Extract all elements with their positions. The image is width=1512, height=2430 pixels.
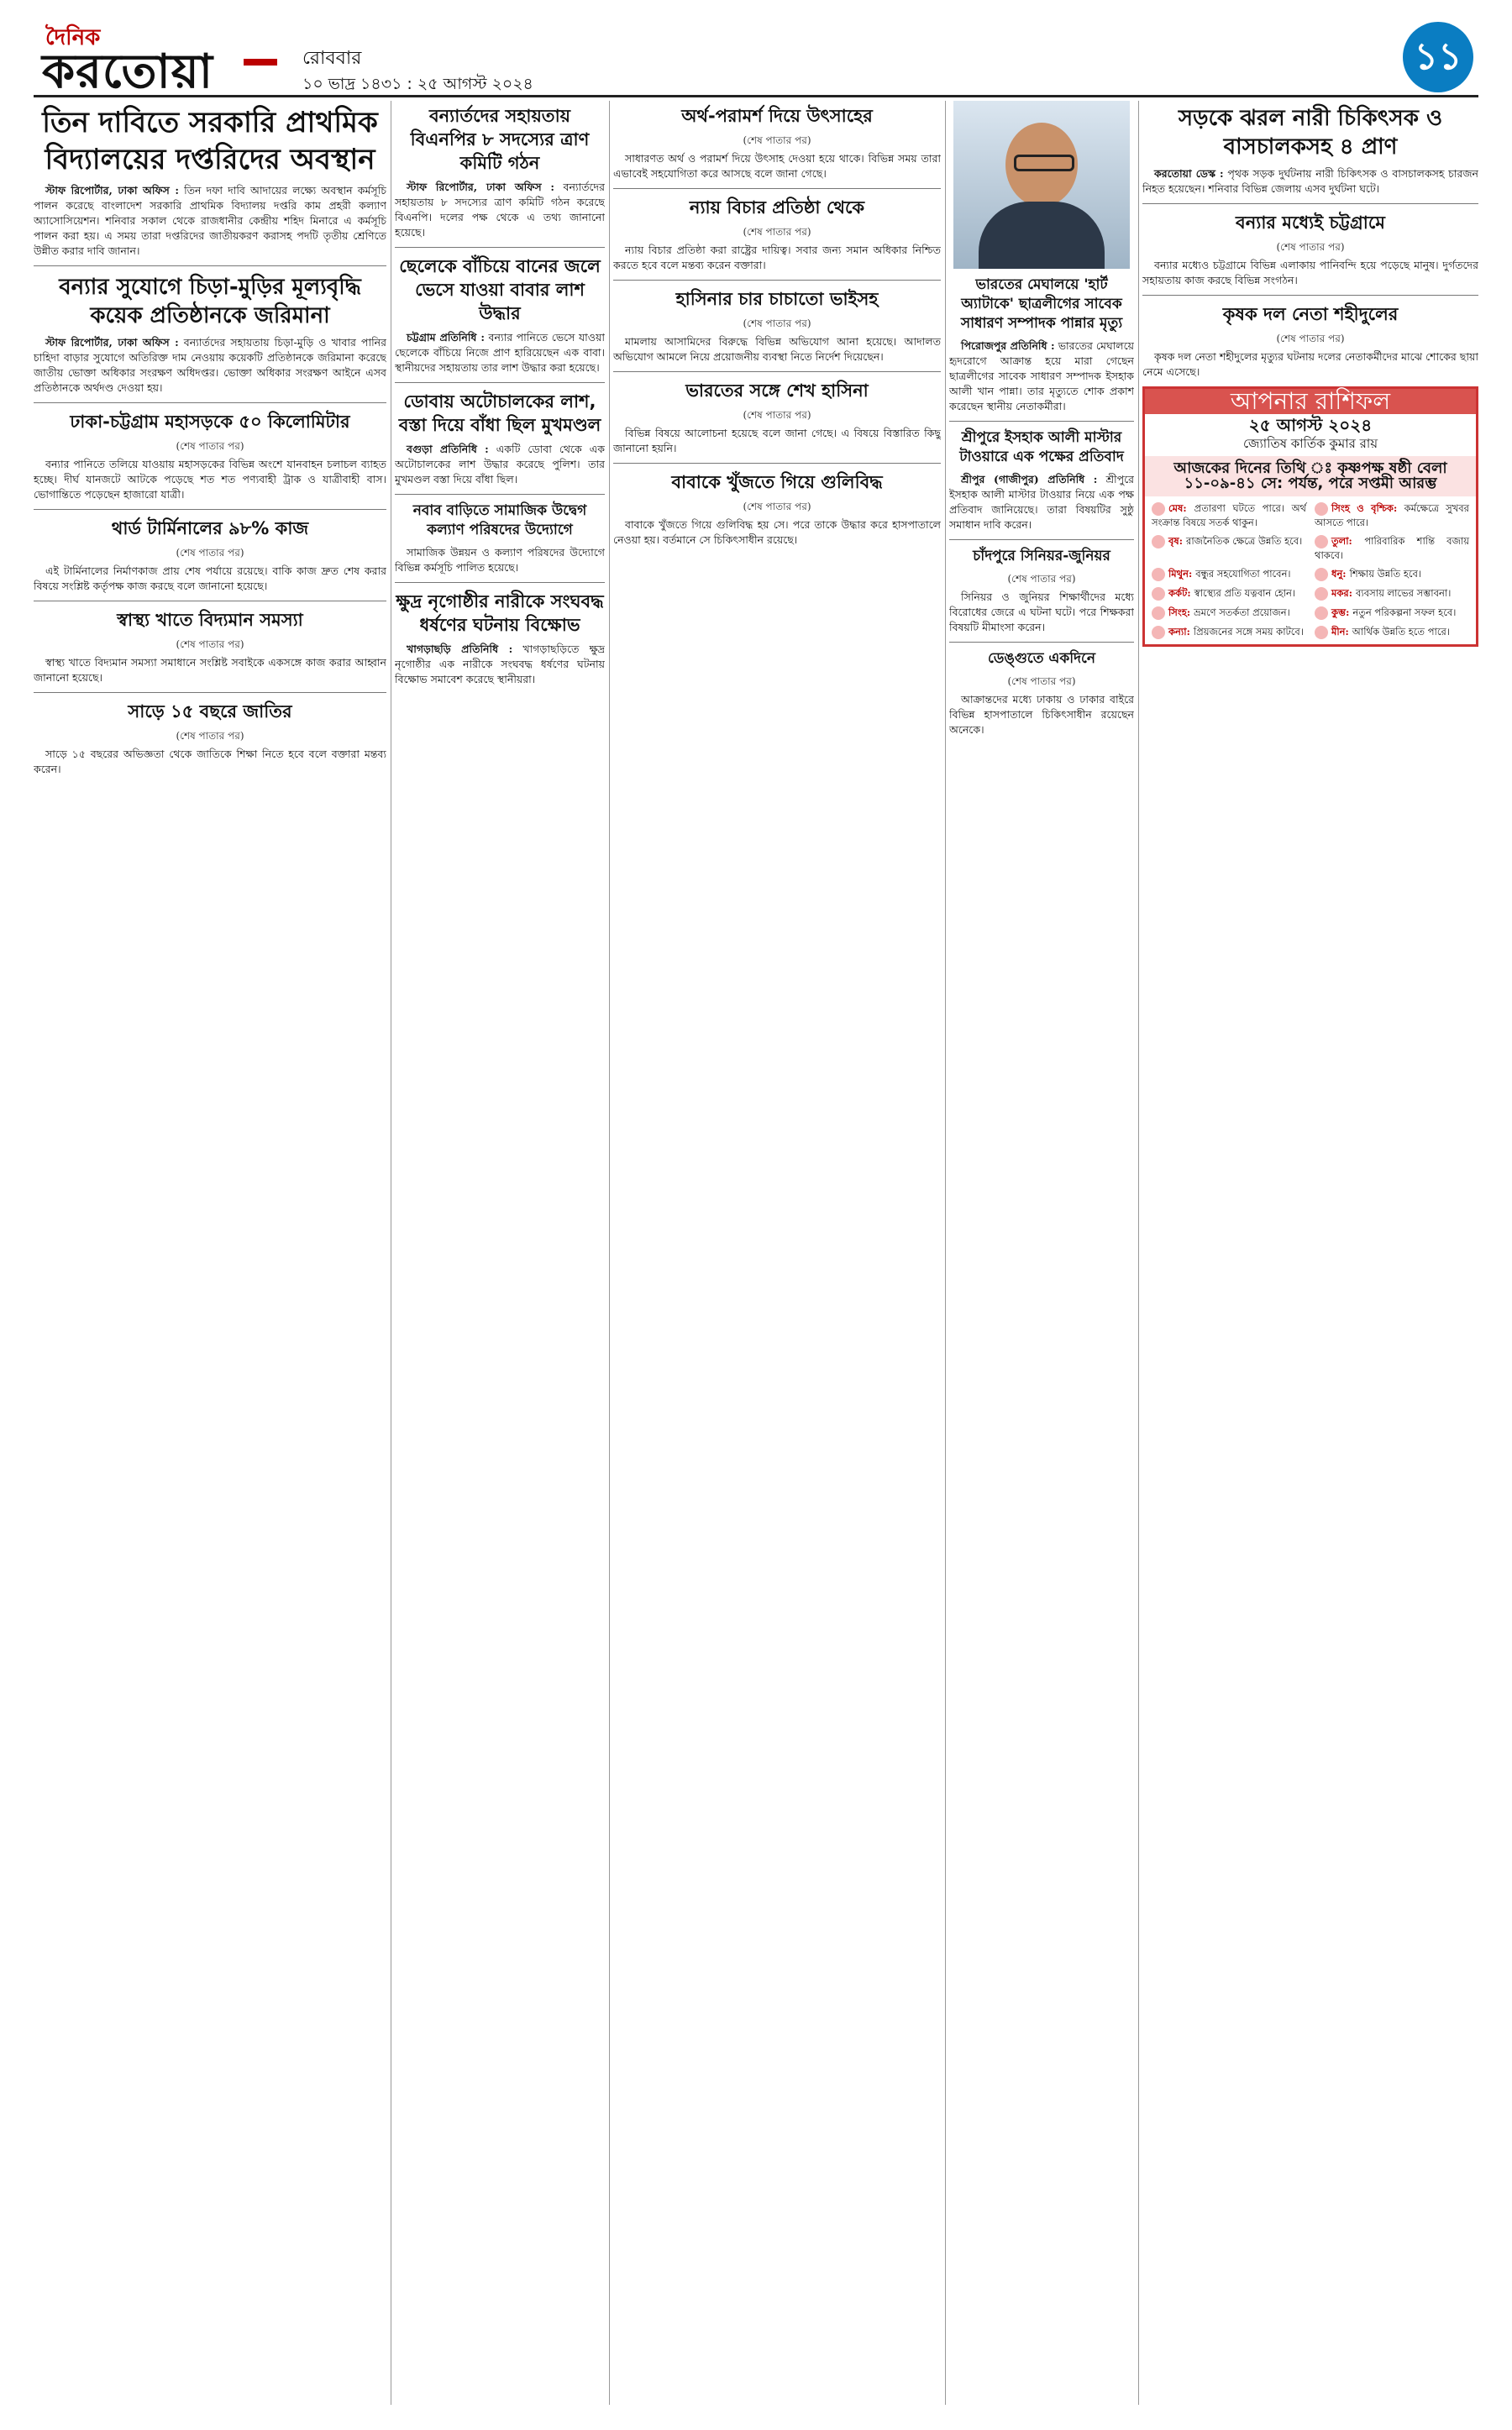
article-body: খাগড়াছড়ি প্রতিনিধি : খাগড়াছড়িতে ক্ষুদ্র নৃগোষ্ঠীর এক নারীকে সংঘবদ্ধ ধর্ষণের ঘটনায় বিক্ষোভ সমাবেশ করেছে স্থানীয়রা। bbox=[395, 643, 605, 685]
column-divider bbox=[1138, 101, 1139, 2405]
continued-note: (শেষ পাতার পর) bbox=[743, 409, 811, 421]
column-1 bbox=[34, 101, 386, 2405]
divider bbox=[395, 494, 605, 495]
headline-panna-death: ভারতের মেঘালয়ে 'হার্ট অ্যাটাকে' ছাত্রলীগের সাবেক সাধারণ সম্পাদক পান্নার মৃত্যু bbox=[960, 276, 1123, 332]
zodiac-name: বৃষ: bbox=[1168, 535, 1186, 547]
zodiac-text: আর্থিক উন্নতি হতে পারে। bbox=[1352, 626, 1450, 638]
article-body: বগুড়া প্রতিনিধি : একটি ডোবা থেকে এক অটোচালকের লাশ উদ্ধার করেছে পুলিশ। তার মুখমণ্ডল বস্তা দিয়ে বাঁধা ছিল। bbox=[395, 443, 605, 485]
continued-note: (শেষ পাতার পর) bbox=[743, 318, 811, 329]
article-body: সাধারণত অর্থ ও পরামর্শ দিয়ে উৎসাহ দেওয়া হয়ে থাকে। বিভিন্ন সময় তারা এভাবেই সহযোগিতা করে আসছে বলে জানা গেছে। bbox=[613, 152, 941, 180]
headline-third-terminal: থার্ড টার্মিনালের ৯৮% কাজ bbox=[111, 518, 309, 538]
divider bbox=[613, 188, 941, 189]
zodiac-name: কুম্ভ: bbox=[1331, 606, 1353, 618]
zodiac-text: পারিবারিক শান্তি বজায় থাকবে। bbox=[1315, 535, 1469, 561]
article-body: সিনিয়র ও জুনিয়র শিক্ষার্থীদের মধ্যে বিরোধের জেরে এ ঘটনা ঘটে। পরে শিক্ষকরা বিষয়টি মীমাংসা করেন। bbox=[949, 590, 1134, 633]
headline-protest-gang-rape: ক্ষুদ্র নৃগোষ্ঠীর নারীকে সংঘবদ্ধ ধর্ষণের ঘটনায় বিক্ষোভ bbox=[396, 591, 604, 635]
column-5 bbox=[1142, 101, 1478, 2405]
zodiac-item bbox=[1152, 501, 1306, 529]
divider bbox=[1142, 203, 1478, 204]
headline-hasina-cousins: হাসিনার চার চাচাতো ভাইসহ bbox=[675, 289, 879, 309]
column-divider bbox=[945, 101, 946, 2405]
zodiac-text: নতুন পরিকল্পনা সফল হবে। bbox=[1352, 606, 1457, 618]
article-body: এই টার্মিনালের নির্মাণকাজ প্রায় শেষ পর্যায়ে রয়েছে। বাকি কাজ দ্রুত শেষ করার বিষয়ে সংশ্লিষ্ট কর্তৃপক্ষ কাজ করছে বলে জানানো হয়েছে। bbox=[34, 564, 386, 592]
newspaper-logo: করতোয়া bbox=[42, 45, 213, 99]
zodiac-icon bbox=[1152, 535, 1165, 548]
zodiac-item bbox=[1315, 567, 1469, 581]
continued-note: (শেষ পাতার পর) bbox=[743, 226, 811, 238]
divider bbox=[34, 402, 386, 403]
zodiac-text: প্রতারণা ঘটতে পারে। অর্থ সংক্রান্ত বিষয়ে সতর্ক থাকুন। bbox=[1152, 502, 1306, 528]
article-body: বিভিন্ন বিষয়ে আলোচনা হয়েছে বলে জানা গেছে। এ বিষয়ে বিস্তারিত কিছু জানানো হয়নি। bbox=[613, 427, 941, 454]
divider bbox=[395, 382, 605, 383]
headline-father-body-recovered: ছেলেকে বাঁচিয়ে বানের জলে ভেসে যাওয়া বাবার লাশ উদ্ধার bbox=[399, 256, 601, 323]
zodiac-item bbox=[1315, 625, 1469, 639]
article-body: পিরোজপুর প্রতিনিধি : ভারতের মেঘালয়ে হৃদরোগে আক্রান্ত হয়ে মারা গেছেন ছাত্রলীগের সাবেক সাধারণ সম্পাদক ইসহাক আলী খান পান্না। তার মৃত্যুতে শোক প্রকাশ করেছেন স্থানীয় নেতাকর্মীরা। bbox=[949, 339, 1134, 412]
horoscope-date: ২৫ আগস্ট ২০২৪ bbox=[1248, 415, 1373, 435]
article-body: স্টাফ রিপোর্টার, ঢাকা অফিস : বন্যার্তদের সহায়তায় ৮ সদস্যের ত্রাণ কমিটি গঠন করেছে বিএনপি। দলের পক্ষ থেকে এ তথ্য জানানো হয়েছে। bbox=[395, 181, 605, 239]
zodiac-text: প্রিয়জনের সঙ্গে সময় কাটবে। bbox=[1193, 626, 1304, 638]
zodiac-text: কর্মক্ষেত্রে সুখবর আসতে পারে। bbox=[1315, 502, 1469, 528]
zodiac-text: রাজনৈতিক ক্ষেত্রে উন্নতি হবে। bbox=[1186, 535, 1303, 547]
zodiac-icon bbox=[1315, 535, 1328, 548]
day-name: রোববার bbox=[302, 48, 362, 69]
zodiac-icon bbox=[1315, 502, 1328, 516]
headline-auto-driver-body: ডোবায় অটোচালকের লাশ, বস্তা দিয়ে বাঁধা ছিল মুখমণ্ডল bbox=[398, 391, 601, 435]
byline: স্টাফ রিপোর্টার, ঢাকা অফিস : bbox=[45, 184, 179, 197]
portrait-photo-icon bbox=[953, 101, 1130, 269]
article-body: স্টাফ রিপোর্টার, ঢাকা অফিস : বন্যার্তদের সহায়তায় চিড়া-মুড়ি ও খাবার পানির চাহিদা বাড়ার সুযোগে অতিরিক্ত দাম নেওয়ায় কয়েকটি প্রতিষ্ঠানকে জরিমানা করেছে জাতীয় ভোক্তা অধিকার সংরক্ষণ অধিদপ্তর। ভোক্তা অধিকার সংরক্ষণ আইনে এসব প্রতিষ্ঠানকে অর্থদণ্ড দেওয়া হয়। bbox=[34, 336, 386, 394]
divider bbox=[949, 539, 1134, 540]
article-body: করতোয়া ডেস্ক : পৃথক সড়ক দুর্ঘটনায় নারী চিকিৎসক ও বাসচালকসহ চারজন নিহত হয়েছেন। শনিবার বিভিন্ন জেলায় এসব দুর্ঘটনা ঘটে। bbox=[1142, 167, 1478, 195]
zodiac-icon bbox=[1152, 606, 1165, 620]
zodiac-item bbox=[1152, 625, 1306, 639]
divider bbox=[613, 280, 941, 281]
masthead bbox=[34, 15, 1478, 97]
column-4 bbox=[949, 101, 1134, 2405]
headline-dhaka-ctg-highway: ঢাকা-চট্টগ্রাম মহাসড়কে ৫০ কিলোমিটার bbox=[70, 412, 350, 432]
zodiac-list bbox=[1145, 501, 1476, 639]
zodiac-icon bbox=[1315, 626, 1328, 639]
continued-note: (শেষ পাতার পর) bbox=[1007, 573, 1076, 585]
divider bbox=[613, 371, 941, 372]
article-body: ন্যায় বিচার প্রতিষ্ঠা করা রাষ্ট্রের দায়িত্ব। সবার জন্য সমান অধিকার নিশ্চিত করতে হবে বলে মন্তব্য করেন বক্তারা। bbox=[613, 244, 941, 271]
headline-sreepur-tower-protest: শ্রীপুরে ইসহাক আলী মাস্টার টাওয়ারে এক পক্ষের প্রতিবাদ bbox=[959, 429, 1124, 465]
headline-krishak-dal: কৃষক দল নেতা শহীদুলের bbox=[1222, 304, 1399, 324]
zodiac-name: ধনু: bbox=[1331, 568, 1350, 580]
zodiac-text: স্বাস্থ্যের প্রতি যত্নবান হোন। bbox=[1194, 587, 1295, 599]
zodiac-item bbox=[1152, 534, 1306, 562]
article-body: বন্যার পানিতে তলিয়ে যাওয়ায় মহাসড়কের বিভিন্ন অংশে যানবাহন চলাচল ব্যাহত হচ্ছে। দীর্ঘ যানজটে আটকে পড়েছে শত শত পণ্যবাহী ট্রাক ও যাত্রীবাহী বাস। ভোগান্তিতে পড়েছেন হাজারো যাত্রী। bbox=[34, 458, 386, 501]
zodiac-name: কর্কট: bbox=[1168, 587, 1194, 599]
zodiac-text: শিক্ষায় উন্নতি হবে। bbox=[1349, 568, 1422, 580]
column-divider bbox=[609, 101, 610, 2405]
article-body: বাবাকে খুঁজতে গিয়ে গুলিবিদ্ধ হয় সে। পরে তাকে উদ্ধার করে হাসপাতালে নেওয়া হয়। বর্তমানে সে চিকিৎসাধীন রয়েছে। bbox=[613, 518, 941, 546]
headline-dapturi-protest: তিন দাবিতে সরকারি প্রাথমিক বিদ্যালয়ের দপ্তরিদের অবস্থান bbox=[42, 106, 378, 176]
article-body: বন্যার মধ্যেও চট্টগ্রামে বিভিন্ন এলাকায় পানিবন্দি হয়ে পড়েছে মানুষ। দুর্গতদের সহায়তায় কাজ করছে বিভিন্ন সংগঠন। bbox=[1142, 259, 1478, 286]
zodiac-item bbox=[1152, 567, 1306, 581]
zodiac-name: মিথুন: bbox=[1168, 568, 1196, 580]
continued-note: (শেষ পাতার পর) bbox=[176, 547, 244, 559]
tithi-banner: আজকের দিনের তিথি ঃ কৃষ্ণপক্ষ ষষ্ঠী বেলা ১১-০৯-৪১ সে: পর্যন্ত, পরে সপ্তমী আরম্ভ bbox=[1145, 456, 1476, 496]
divider bbox=[395, 247, 605, 248]
continued-note: (শেষ পাতার পর) bbox=[743, 134, 811, 146]
headline-dengue: ডেঙ্গুতে একদিনে bbox=[987, 650, 1096, 667]
zodiac-name: সিংহ ও বৃশ্চিক: bbox=[1331, 502, 1404, 514]
article-body: চট্টগ্রাম প্রতিনিধি : বন্যার পানিতে ভেসে যাওয়া ছেলেকে বাঁচিয়ে নিজে প্রাণ হারিয়েছেন এক বাবা। স্থানীয়দের সহায়তায় তার লাশ উদ্ধার করা হয়েছে। bbox=[395, 331, 605, 374]
continued-note: (শেষ পাতার পর) bbox=[1276, 241, 1345, 253]
headline-encouragement: অর্থ-পরামর্শ দিয়ে উৎসাহের bbox=[681, 106, 873, 126]
continued-note: (শেষ পাতার পর) bbox=[743, 501, 811, 512]
divider bbox=[34, 265, 386, 266]
logo-small-text: দৈনিক bbox=[45, 25, 101, 50]
zodiac-item bbox=[1315, 501, 1469, 529]
zodiac-icon bbox=[1152, 587, 1165, 601]
divider bbox=[34, 509, 386, 510]
headline-justice: ন্যায় বিচার প্রতিষ্ঠা থেকে bbox=[689, 197, 865, 218]
article-body: কৃষক দল নেতা শহীদুলের মৃত্যুর ঘটনায় দলের নেতাকর্মীদের মাঝে শোকের ছায়া নেমে এসেছে। bbox=[1142, 350, 1478, 378]
zodiac-name: মীন: bbox=[1331, 626, 1352, 638]
zodiac-item bbox=[1152, 606, 1306, 620]
article-body: স্টাফ রিপোর্টার, ঢাকা অফিস : তিন দফা দাবি আদায়ের লক্ষ্যে অবস্থান কর্মসূচি পালন করেছে বাংলাদেশ সরকারি প্রাথমিক বিদ্যালয় দপ্তরি কাম প্রহরী কল্যাণ অ্যাসোসিয়েশন। শনিবার সকাল থেকে রাজধানীর কেন্দ্রীয় শহিদ মিনারে এ কর্মসূচি পালন করা হয়। এ সময় তারা দপ্তরিদের জাতীয়করণ করাসহ পদটি তৃতীয় শ্রেণিতে উন্নীত করার দাবি জানান। bbox=[34, 184, 386, 257]
headline-bnp-relief-committee: বন্যার্তদের সহায়তায় বিএনপির ৮ সদস্যের ত্রাণ কমিটি গঠন bbox=[410, 106, 590, 173]
zodiac-text: ভ্রমণে সতর্কতা প্রয়োজন। bbox=[1194, 606, 1290, 618]
headline-welfare-council: নবাব বাড়িতে সামাজিক উদ্বেগ কল্যাণ পরিষদের উদ্যোগে bbox=[412, 502, 587, 538]
continued-note: (শেষ পাতার পর) bbox=[1007, 675, 1076, 687]
divider bbox=[1142, 295, 1478, 296]
headline-price-hike-fine: বন্যার সুযোগে চিড়া-মুড়ির মূল্যবৃদ্ধি কয়েক প্রতিষ্ঠানকে জরিমানা bbox=[59, 275, 361, 328]
continued-note: (শেষ পাতার পর) bbox=[176, 730, 244, 742]
headline-health-sector: স্বাস্থ্য খাতে বিদ্যমান সমস্যা bbox=[117, 610, 303, 630]
page-number-badge: ১১ bbox=[1403, 22, 1473, 92]
headline-road-accident: সড়কে ঝরল নারী চিকিৎসক ও বাসচালকসহ ৪ প্রাণ bbox=[1178, 106, 1443, 160]
horoscope-author: জ্যোতিষ কার্তিক কুমার রায় bbox=[1242, 436, 1378, 451]
zodiac-icon bbox=[1152, 626, 1165, 639]
logo-accent-bar bbox=[244, 59, 277, 66]
zodiac-name: মেষ: bbox=[1168, 502, 1194, 514]
headline-india-hasina: ভারতের সঙ্গে শেখ হাসিনা bbox=[685, 381, 869, 401]
article-body: স্বাস্থ্য খাতে বিদ্যমান সমস্যা সমাধানে সংশ্লিষ্ট সবাইকে একসঙ্গে কাজ করার আহ্বান জানানো হয়েছে। bbox=[34, 656, 386, 684]
zodiac-name: মকর: bbox=[1331, 587, 1357, 599]
headline-ctg-flood: বন্যার মধ্যেই চট্টগ্রামে bbox=[1236, 213, 1385, 233]
article-body: শ্রীপুর (গাজীপুর) প্রতিনিধি : শ্রীপুরে ইসহাক আলী মাস্টার টাওয়ার নিয়ে এক পক্ষ প্রতিবাদ জানিয়েছে। তারা বিষয়টির সুষ্ঠু সমাধান দাবি করেন। bbox=[949, 473, 1134, 531]
zodiac-text: বন্ধুর সহযোগিতা পাবেন। bbox=[1195, 568, 1291, 580]
zodiac-name: সিংহ: bbox=[1168, 606, 1194, 618]
zodiac-item bbox=[1315, 606, 1469, 620]
horoscope-title: আপনার রাশিফল bbox=[1145, 389, 1476, 414]
headline-chandpur-senior-junior: চাঁদপুরে সিনিয়র-জুনিয়র bbox=[973, 548, 1110, 564]
zodiac-icon bbox=[1315, 568, 1328, 581]
headline-shot-searching-father: বাবাকে খুঁজতে গিয়ে গুলিবিদ্ধ bbox=[671, 472, 883, 492]
article-body: সাড়ে ১৫ বছরের অভিজ্ঞতা থেকে জাতিকে শিক্ষা নিতে হবে বলে বক্তারা মন্তব্য করেন। bbox=[34, 748, 386, 775]
zodiac-icon bbox=[1315, 587, 1328, 601]
article-body: মামলায় আসামিদের বিরুদ্ধে বিভিন্ন অভিযোগ আনা হয়েছে। আদালত অভিযোগ আমলে নিয়ে প্রয়োজনীয় ব্যবস্থা নিতে নির্দেশ দিয়েছেন। bbox=[613, 335, 941, 363]
zodiac-name: কন্যা: bbox=[1168, 626, 1194, 638]
issue-date: ১০ ভাদ্র ১৪৩১ : ২৫ আগস্ট ২০২৪ bbox=[302, 75, 533, 93]
divider bbox=[613, 463, 941, 464]
zodiac-icon bbox=[1152, 502, 1165, 516]
article-body: আক্রান্তদের মধ্যে ঢাকায় ও ঢাকার বাইরে বিভিন্ন হাসপাতালে চিকিৎসাধীন রয়েছেন অনেকে। bbox=[949, 693, 1134, 736]
continued-note: (শেষ পাতার পর) bbox=[176, 440, 244, 452]
divider bbox=[949, 421, 1134, 422]
divider bbox=[949, 642, 1134, 643]
horoscope-box bbox=[1142, 386, 1478, 647]
headline-fifteen-years: সাড়ে ১৫ বছরে জাতির bbox=[128, 701, 292, 722]
column-3 bbox=[613, 101, 941, 2405]
article-body: সামাজিক উন্নয়ন ও কল্যাণ পরিষদের উদ্যোগে বিভিন্ন কর্মসূচি পালিত হয়েছে। bbox=[395, 546, 605, 574]
continued-note: (শেষ পাতার পর) bbox=[1276, 333, 1345, 344]
column-2 bbox=[395, 101, 605, 2405]
zodiac-item bbox=[1315, 586, 1469, 601]
zodiac-name: তুলা: bbox=[1331, 535, 1365, 547]
divider bbox=[395, 582, 605, 583]
continued-note: (শেষ পাতার পর) bbox=[176, 638, 244, 650]
divider bbox=[34, 692, 386, 693]
zodiac-text: ব্যবসায় লাভের সম্ভাবনা। bbox=[1356, 587, 1452, 599]
zodiac-item bbox=[1315, 534, 1469, 562]
zodiac-icon bbox=[1315, 606, 1328, 620]
zodiac-icon bbox=[1152, 568, 1165, 581]
zodiac-item bbox=[1152, 586, 1306, 601]
